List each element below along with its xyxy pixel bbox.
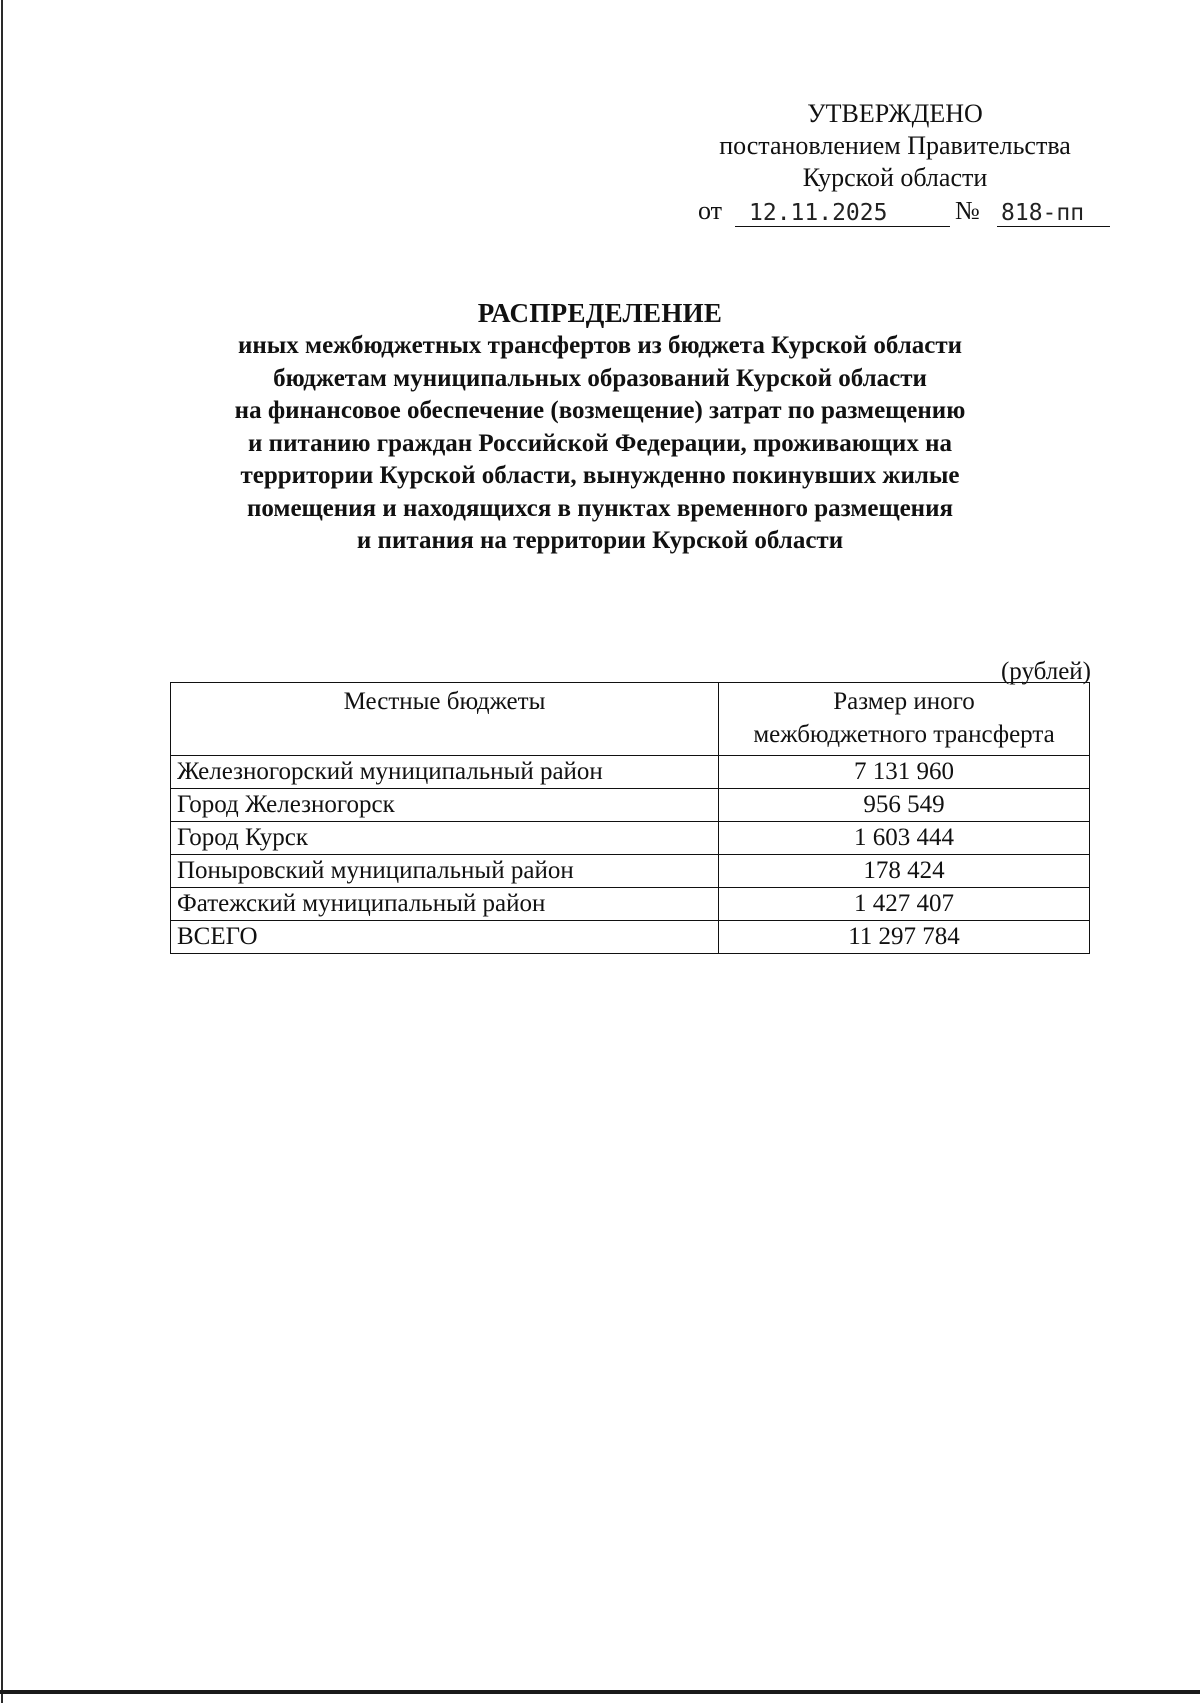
row-name: Железногорский муниципальный район [171, 756, 719, 789]
row-value: 1 427 407 [719, 888, 1090, 921]
date-field [735, 195, 950, 227]
table-row [171, 756, 1090, 789]
table-header-row [171, 683, 1090, 756]
table-row [171, 888, 1090, 921]
scan-bottom-edge [0, 1690, 1200, 1694]
approval-date-line [690, 195, 1100, 229]
row-value: 7 131 960 [719, 756, 1090, 789]
approval-line-1: постановлением Правительства [719, 131, 1071, 160]
row-name: Город Курск [171, 822, 719, 855]
title-line-1: иных межбюджетных трансфертов из бюджета Курской области [237, 332, 963, 359]
row-name: Город Железногорск [171, 789, 719, 822]
header-transfer-line-1: Размер иного [833, 688, 975, 715]
header-local-budgets: Местные бюджеты [171, 683, 719, 756]
title-line-5: территории Курской области, вынужденно покинувших жилые [240, 462, 960, 489]
title-line-4: и питанию граждан Российской Федерации, проживающих на [248, 429, 952, 457]
table-total-row [171, 921, 1090, 954]
approval-status: УТВЕРЖДЕНО [807, 99, 983, 128]
approval-number: 818-пп [1001, 200, 1085, 226]
approval-line-2: Курской области [802, 163, 988, 192]
date-prefix: от [698, 196, 723, 225]
header-transfer-line-2: межбюджетного трансферта [753, 721, 1055, 748]
units-label: (рублей) [1000, 658, 1091, 685]
row-value: 178 424 [719, 855, 1090, 888]
header-transfer-amount [719, 683, 1090, 756]
row-value: 956 549 [719, 789, 1090, 822]
title-line-3: на финансовое обеспечение (возмещение) затрат по размещению [234, 397, 966, 424]
number-field [997, 195, 1110, 227]
table-row [171, 855, 1090, 888]
scan-left-edge [1, 0, 3, 1703]
document-title [150, 296, 1050, 558]
title-heading: РАСПРЕДЕЛЕНИЕ [477, 298, 723, 328]
approval-block [690, 98, 1100, 229]
table-row [171, 789, 1090, 822]
table-row [171, 822, 1090, 855]
approval-date: 12.11.2025 [749, 200, 888, 226]
row-value: 1 603 444 [719, 822, 1090, 855]
total-value: 11 297 784 [719, 921, 1090, 954]
number-prefix: № [955, 196, 980, 225]
distribution-table [170, 682, 1090, 954]
row-name: Фатежский муниципальный район [171, 888, 719, 921]
title-line-2: бюджетам муниципальных образований Курской области [273, 364, 927, 392]
total-label: ВСЕГО [171, 921, 719, 954]
row-name: Поныровский муниципальный район [171, 855, 719, 888]
title-line-6: помещения и находящихся в пунктах временного размещения [246, 494, 954, 522]
title-line-7: и питания на территории Курской области [356, 527, 844, 554]
